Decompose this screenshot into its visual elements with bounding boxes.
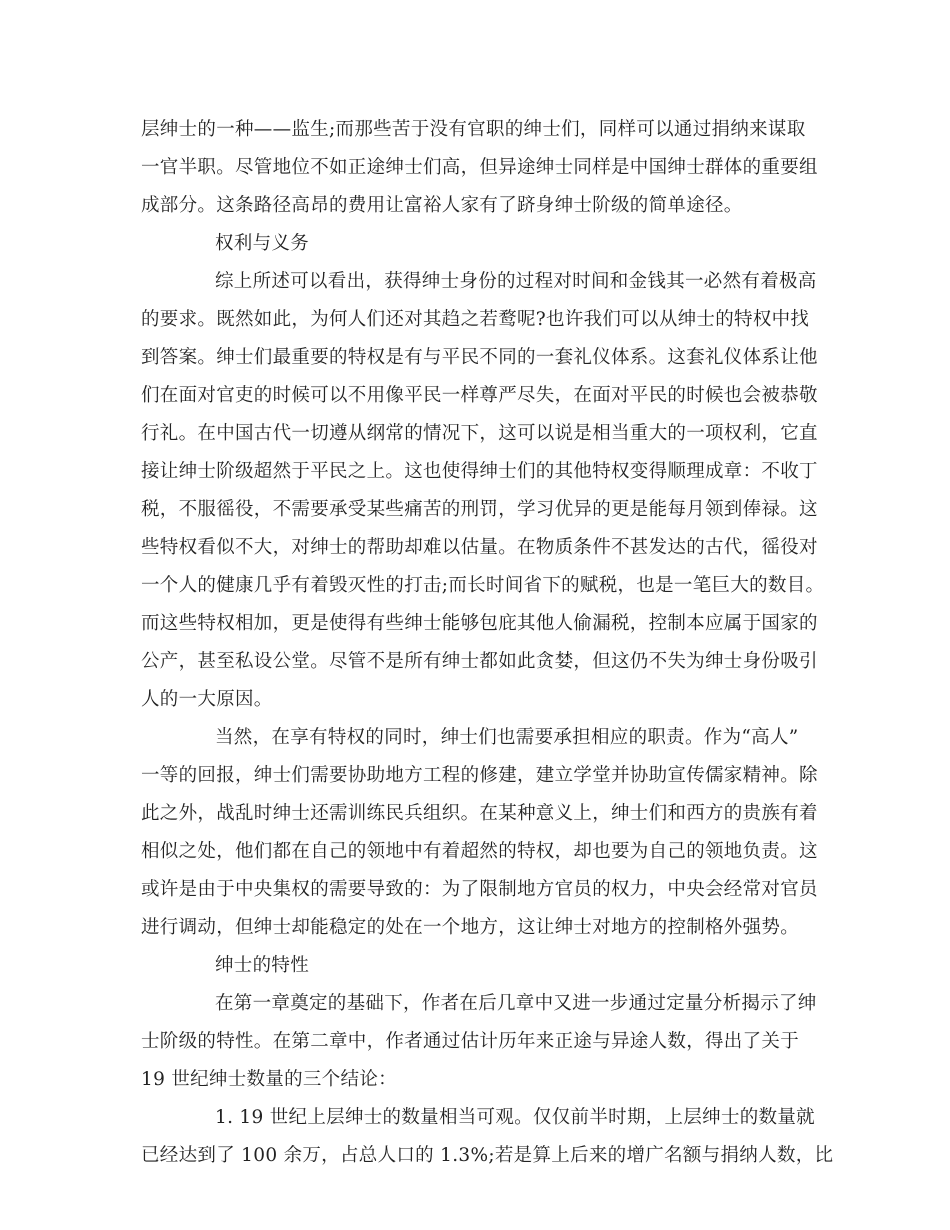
- text-line: 19 世纪绅士数量的三个结论：: [141, 1069, 397, 1090]
- text-line: 进行调动，但绅士却能稳定的处在一个地方，这让绅士对地方的控制格外强势。: [141, 917, 800, 938]
- text-line: 士阶级的特性。在第二章中，作者通过估计历年来正途与异途人数，得出了关于: [141, 1031, 800, 1052]
- section-heading: 绅士的特性: [215, 955, 310, 976]
- text-line: 1. 19 世纪上层绅士的数量相当可观。仅仅前半时期，上层绅士的数量就: [215, 1107, 815, 1128]
- text-line: 人的一大原因。: [141, 689, 273, 710]
- text-line: 一个人的健康几乎有着毁灭性的打击;而长时间省下的赋税，也是一笔巨大的数目。: [141, 575, 825, 596]
- text-line: 当然，在享有特权的同时，绅士们也需要承担相应的职责。作为“高人”: [215, 727, 799, 748]
- text-line: 的要求。既然如此，为何人们还对其趋之若鹜呢?也许我们可以从绅士的特权中找: [141, 309, 810, 330]
- text-line: 行礼。在中国古代一切遵从纲常的情况下，这可以说是相当重大的一项权利，它直: [141, 423, 818, 444]
- text-line: 税，不服徭役，不需要承受某些痛苦的刑罚，学习优异的更是能每月领到俸禄。这: [141, 499, 818, 520]
- text-line: 到答案。绅士们最重要的特权是有与平民不同的一套礼仪体系。这套礼仪体系让他: [141, 347, 818, 368]
- text-line: 相似之处，他们都在自己的领地中有着超然的特权，却也要为自己的领地负责。这: [141, 841, 818, 862]
- text-line: 些特权看似不大，对绅士的帮助却难以估量。在物质条件不甚发达的古代，徭役对: [141, 537, 818, 558]
- text-line: 而这些特权相加，更是使得有些绅士能够包庇其他人偷漏税，控制本应属于国家的: [141, 613, 818, 634]
- text-line: 综上所述可以看出，获得绅士身份的过程对时间和金钱其一必然有着极高: [215, 271, 817, 292]
- text-line: 一官半职。尽管地位不如正途绅士们高，但异途绅士同样是中国绅士群体的重要组: [141, 157, 818, 178]
- text-line: 接让绅士阶级超然于平民之上。这也使得绅士们的其他特权变得顺理成章：不收丁: [141, 461, 818, 482]
- text-line: 成部分。这条路径高昂的费用让富裕人家有了跻身绅士阶级的简单途径。: [141, 195, 743, 216]
- text-line: 们在面对官吏的时候可以不用像平民一样尊严尽失，在面对平民的时候也会被恭敬: [141, 385, 818, 406]
- text-line: 层绅士的一种——监生;而那些苦于没有官职的绅士们，同样可以通过捐纳来谋取: [141, 119, 806, 140]
- section-heading: 权利与义务: [215, 233, 310, 254]
- text-line: 公产，甚至私设公堂。尽管不是所有绅士都如此贪婪，但这仍不失为绅士身份吸引: [141, 651, 818, 672]
- text-line: 或许是由于中央集权的需要导致的：为了限制地方官员的权力，中央会经常对官员: [141, 879, 818, 900]
- text-line: 一等的回报，绅士们需要协助地方工程的修建，建立学堂并协助宣传儒家精神。除: [141, 765, 818, 786]
- text-line: 在第一章奠定的基础下，作者在后几章中又进一步通过定量分析揭示了绅: [215, 993, 817, 1014]
- text-line: 此之外，战乱时绅士还需训练民兵组织。在某种意义上，绅士们和西方的贵族有着: [141, 803, 818, 824]
- text-line: 已经达到了 100 余万，占总人口的 1.3%;若是算上后来的增广名额与捐纳人数，比: [141, 1145, 834, 1166]
